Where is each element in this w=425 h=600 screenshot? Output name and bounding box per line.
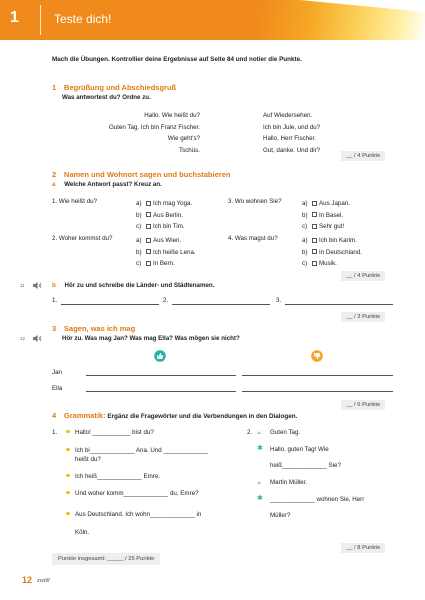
s1-left-item: Guten Tag. Ich bin Franz Fischer.	[108, 123, 200, 131]
speaker-dot-icon	[66, 489, 70, 496]
dialog-1-line-3[interactable]: Ich heiß_____________ Emre.	[75, 473, 160, 480]
speaker-dot-icon	[66, 446, 70, 453]
blank: _____________	[149, 511, 195, 518]
s1-right-item: Hallo, Herr Fischer.	[263, 135, 316, 142]
checkbox[interactable]	[312, 249, 317, 254]
s1-left-column	[60, 110, 200, 156]
option-text: Ich bin Tim.	[153, 223, 185, 230]
option-text: In Bern.	[153, 260, 175, 267]
s2-q2-options: a) Aus Wien. b) Ich heiße Lena. c) In Bern.	[136, 237, 196, 267]
checkbox[interactable]	[312, 201, 317, 206]
section-number: 3	[52, 324, 57, 333]
dialog-1-line-2[interactable]: Ich bi_____________ Ana. Und _____________	[75, 447, 209, 454]
dialog-1-line-2b: heißt du?	[75, 456, 101, 463]
section-3-heading	[52, 324, 135, 333]
sub-letter: a	[52, 181, 56, 188]
answer-line[interactable]	[242, 391, 393, 392]
section-4-heading	[52, 411, 297, 420]
speaker-icon	[33, 335, 42, 342]
blank: _____________	[282, 462, 327, 469]
total-score[interactable]: Punkte insgesamt: _____ / 25 Punkte	[52, 553, 160, 565]
option-text: Aus Berlin.	[153, 211, 183, 219]
option-text: Ich heiße Lena.	[153, 248, 196, 256]
page-number-word: zwölf	[37, 578, 50, 584]
thumbs-down-icon	[311, 350, 323, 362]
speaker-icon	[33, 282, 42, 289]
section-title-colored: Grammatik:	[63, 411, 106, 420]
s2-question-4: 4. Was magst du?	[228, 235, 278, 242]
s2-question-1: 1. Wie heißt du?	[52, 198, 98, 205]
s1-right-item: Ich bin Jule, und du?	[263, 123, 321, 131]
dialog-1-line-1[interactable]: Hallo! ___________ bist du?	[75, 429, 154, 436]
s1-left-item: Hallo. Wie heißt du?	[144, 112, 200, 119]
checkbox[interactable]	[146, 201, 151, 206]
blank: _____________	[97, 473, 142, 480]
track-11[interactable]	[20, 282, 42, 289]
dialog-2-line-2: Hallo, guten Tag! Wie	[270, 446, 329, 453]
option-text: Ich bin Karim.	[319, 237, 357, 244]
checkbox[interactable]	[312, 224, 317, 229]
s2a-instruction: Welche Antwort passt? Kreuz an.	[64, 181, 162, 188]
s2a-instruction-row	[52, 181, 162, 188]
sub-letter: b	[52, 282, 56, 289]
blank: _____________	[163, 447, 209, 454]
speaker-dot-icon	[66, 510, 70, 517]
section-title-rest: Ergänz die Fragewörter und die Verbendungen in den Dialogen.	[107, 413, 298, 420]
dialog-2-line-4: Martin Müller.	[270, 479, 308, 486]
s2b-instruction-row	[52, 282, 214, 289]
s2b-instruction: Hör zu und schreibe die Länder- und Städtenamen.	[64, 282, 215, 289]
dialog-2-line-3[interactable]: heiß_____________ Sie?	[270, 462, 341, 469]
s2b-item-1-num: 1.	[52, 297, 58, 304]
dialog-2-line-5b: Müller?	[270, 512, 291, 519]
option-text: In Deutschland.	[319, 248, 362, 256]
blank: _____________	[89, 447, 135, 454]
answer-line[interactable]	[242, 375, 393, 376]
speaker-triangle-icon	[257, 429, 261, 436]
page-number: 12	[22, 575, 33, 585]
section-1-heading	[52, 83, 176, 92]
checkbox[interactable]	[312, 238, 317, 243]
s2a-score[interactable]: __ / 4 Punkte	[341, 271, 385, 281]
checkbox[interactable]	[146, 212, 151, 217]
option-text: Ich mag Yoga.	[153, 200, 193, 207]
s1-right-column	[263, 110, 403, 156]
s1-score[interactable]: __ / 4 Punkte	[341, 151, 385, 161]
s2-question-2: 2. Woher kommst du?	[52, 235, 113, 242]
section-2-heading	[52, 170, 230, 179]
section-1-instruction: Was antwortest du? Ordne zu.	[62, 94, 151, 101]
thumbs-up-icon	[154, 350, 166, 362]
dialog-1-line-5b: Köln.	[75, 529, 90, 536]
s2b-item-2-num: 2.	[163, 297, 169, 304]
option-text: Aus Wien.	[153, 237, 182, 244]
checkbox[interactable]	[146, 261, 151, 266]
speaker-triangle-icon	[257, 479, 261, 486]
blank: _____________	[270, 496, 315, 503]
checkbox[interactable]	[312, 261, 317, 266]
s1-left-item: Tschüs.	[179, 146, 200, 154]
blank: ___________	[92, 429, 131, 436]
dialog-2-line-5[interactable]: _____________ wohnen Sie, Herr	[270, 496, 365, 503]
track-number: 12	[20, 336, 26, 341]
answer-line[interactable]	[61, 304, 159, 305]
page-header	[0, 0, 425, 40]
speaker-star-icon: ✱	[257, 445, 263, 452]
s1-right-item: Auf Wiedersehen.	[263, 112, 313, 119]
speaker-dot-icon	[66, 472, 70, 479]
dialog-1-line-5[interactable]: Aus Deutschland. Ich wohn_____________ in	[75, 511, 202, 518]
option-text: Aus Japan.	[319, 200, 350, 207]
section-number: 4	[52, 411, 57, 420]
option-text: Sehr gut!	[319, 223, 345, 230]
dialog-2-line-1: Guten Tag.	[270, 429, 301, 436]
dialog-2-number: 2.	[247, 429, 253, 436]
option-text: In Basel.	[319, 211, 344, 219]
s2-q4-options: a) Ich bin Karim. b) In Deutschland. c) Musik.	[302, 237, 362, 267]
dialog-1-line-4[interactable]: Und woher komm_____________ du, Emre?	[75, 490, 199, 497]
section-title: Namen und Wohnort sagen und buchstabieren	[63, 170, 231, 179]
person-name-ella: Ella	[52, 385, 63, 392]
checkbox[interactable]	[146, 224, 151, 229]
checkbox[interactable]	[146, 249, 151, 254]
s1-left-item: Wie geht's?	[167, 135, 200, 142]
page-title: Teste dich!	[54, 12, 112, 26]
s4-score[interactable]: __ / 8 Punkte	[341, 543, 385, 553]
answer-line[interactable]	[285, 304, 393, 305]
section-number: 2	[52, 170, 57, 179]
blank: _____________	[123, 490, 169, 497]
s2-q3-options: a) Aus Japan. b) In Basel. c) Sehr gut!	[302, 200, 350, 230]
section-title: Begrüßung und Abschiedsgruß	[63, 83, 177, 92]
section-title: Sagen, was ich mag	[63, 324, 136, 333]
s2-question-3: 3. Wo wohnen Sie?	[228, 198, 282, 205]
checkbox[interactable]	[146, 238, 151, 243]
s2b-item-3-num: 3.	[276, 297, 282, 304]
answer-line[interactable]	[86, 375, 236, 376]
speaker-star-icon: ✱	[257, 495, 263, 502]
checkbox[interactable]	[312, 212, 317, 217]
s1-right-item: Gut, danke. Und dir?	[263, 146, 321, 154]
track-12[interactable]	[20, 335, 42, 342]
header-separator	[40, 5, 41, 35]
section-3-instruction: Hör zu. Was mag Jan? Was mag Ella? Was mögen sie nicht?	[62, 335, 240, 342]
s2-q1-options: a) Ich mag Yoga. b) Aus Berlin. c) Ich bin Tim.	[136, 200, 193, 230]
s2b-score[interactable]: __ / 3 Punkte	[341, 312, 385, 322]
s3-score[interactable]: __ / 6 Punkte	[341, 400, 385, 410]
answer-line[interactable]	[172, 304, 270, 305]
header-corner	[300, 0, 425, 12]
person-name-jan: Jan	[52, 369, 62, 376]
intro-text: Mach die Übungen. Kontrollier deine Ergebnisse auf Seite 84 und notier die Punkte.	[52, 56, 302, 63]
header-bar	[0, 0, 300, 40]
speaker-dot-icon	[66, 428, 70, 435]
answer-line[interactable]	[86, 391, 236, 392]
unit-number: 1	[10, 9, 19, 26]
section-number: 1	[52, 83, 57, 92]
dialog-1-number: 1.	[52, 429, 58, 436]
track-number: 11	[20, 283, 25, 288]
option-text: Musik.	[319, 260, 337, 267]
